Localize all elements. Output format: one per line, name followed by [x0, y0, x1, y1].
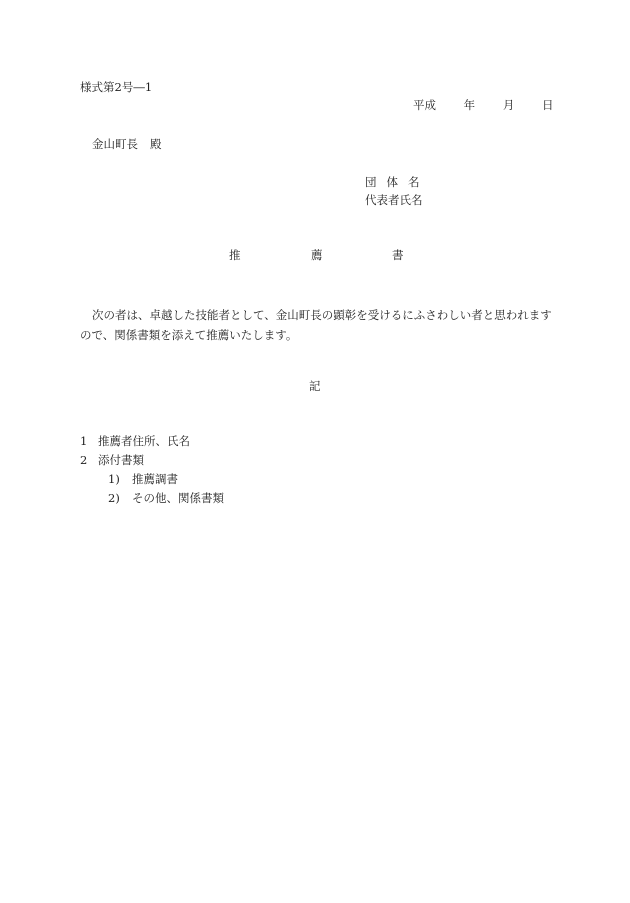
title-char-2: 薦: [311, 248, 323, 262]
org-name-label: 団体名: [365, 175, 430, 189]
date-year: 年: [463, 98, 476, 112]
addressee-name: 金山町長: [92, 137, 138, 151]
item-number: 1: [80, 434, 88, 448]
date-day: 日: [541, 98, 554, 112]
form-number: 様式第2号―1: [80, 80, 153, 94]
sub-item-number: 2): [108, 491, 120, 505]
item-label: 添付書類: [98, 453, 144, 467]
title-char-1: 推: [229, 248, 241, 262]
recommendation-body: 次の者は、卓越した技能者として、金山町長の顕彰を受けるにふさわしい者と思われますので、関係書類を添えて推薦いたします。: [80, 308, 552, 342]
sub-item-label: その他、関係書類: [132, 491, 224, 505]
item-label: 推薦者住所、氏名: [98, 434, 190, 448]
list-item: [80, 436, 190, 448]
ki-heading: 記: [309, 379, 321, 393]
list-item: [80, 455, 144, 467]
date-line: [413, 100, 553, 112]
title-char-3: 書: [392, 248, 404, 262]
date-month: 月: [502, 98, 515, 112]
item-number: 2: [80, 453, 88, 467]
addressee: [92, 139, 162, 151]
sub-list-item: [108, 493, 224, 505]
sub-item-label: 推薦調書: [132, 472, 178, 486]
representative-name-label: 代表者氏名: [365, 193, 423, 207]
addressee-honorific: 殿: [150, 137, 162, 151]
sub-list-item: [108, 474, 178, 486]
sub-item-number: 1): [108, 472, 120, 486]
date-era: 平成: [413, 98, 436, 112]
